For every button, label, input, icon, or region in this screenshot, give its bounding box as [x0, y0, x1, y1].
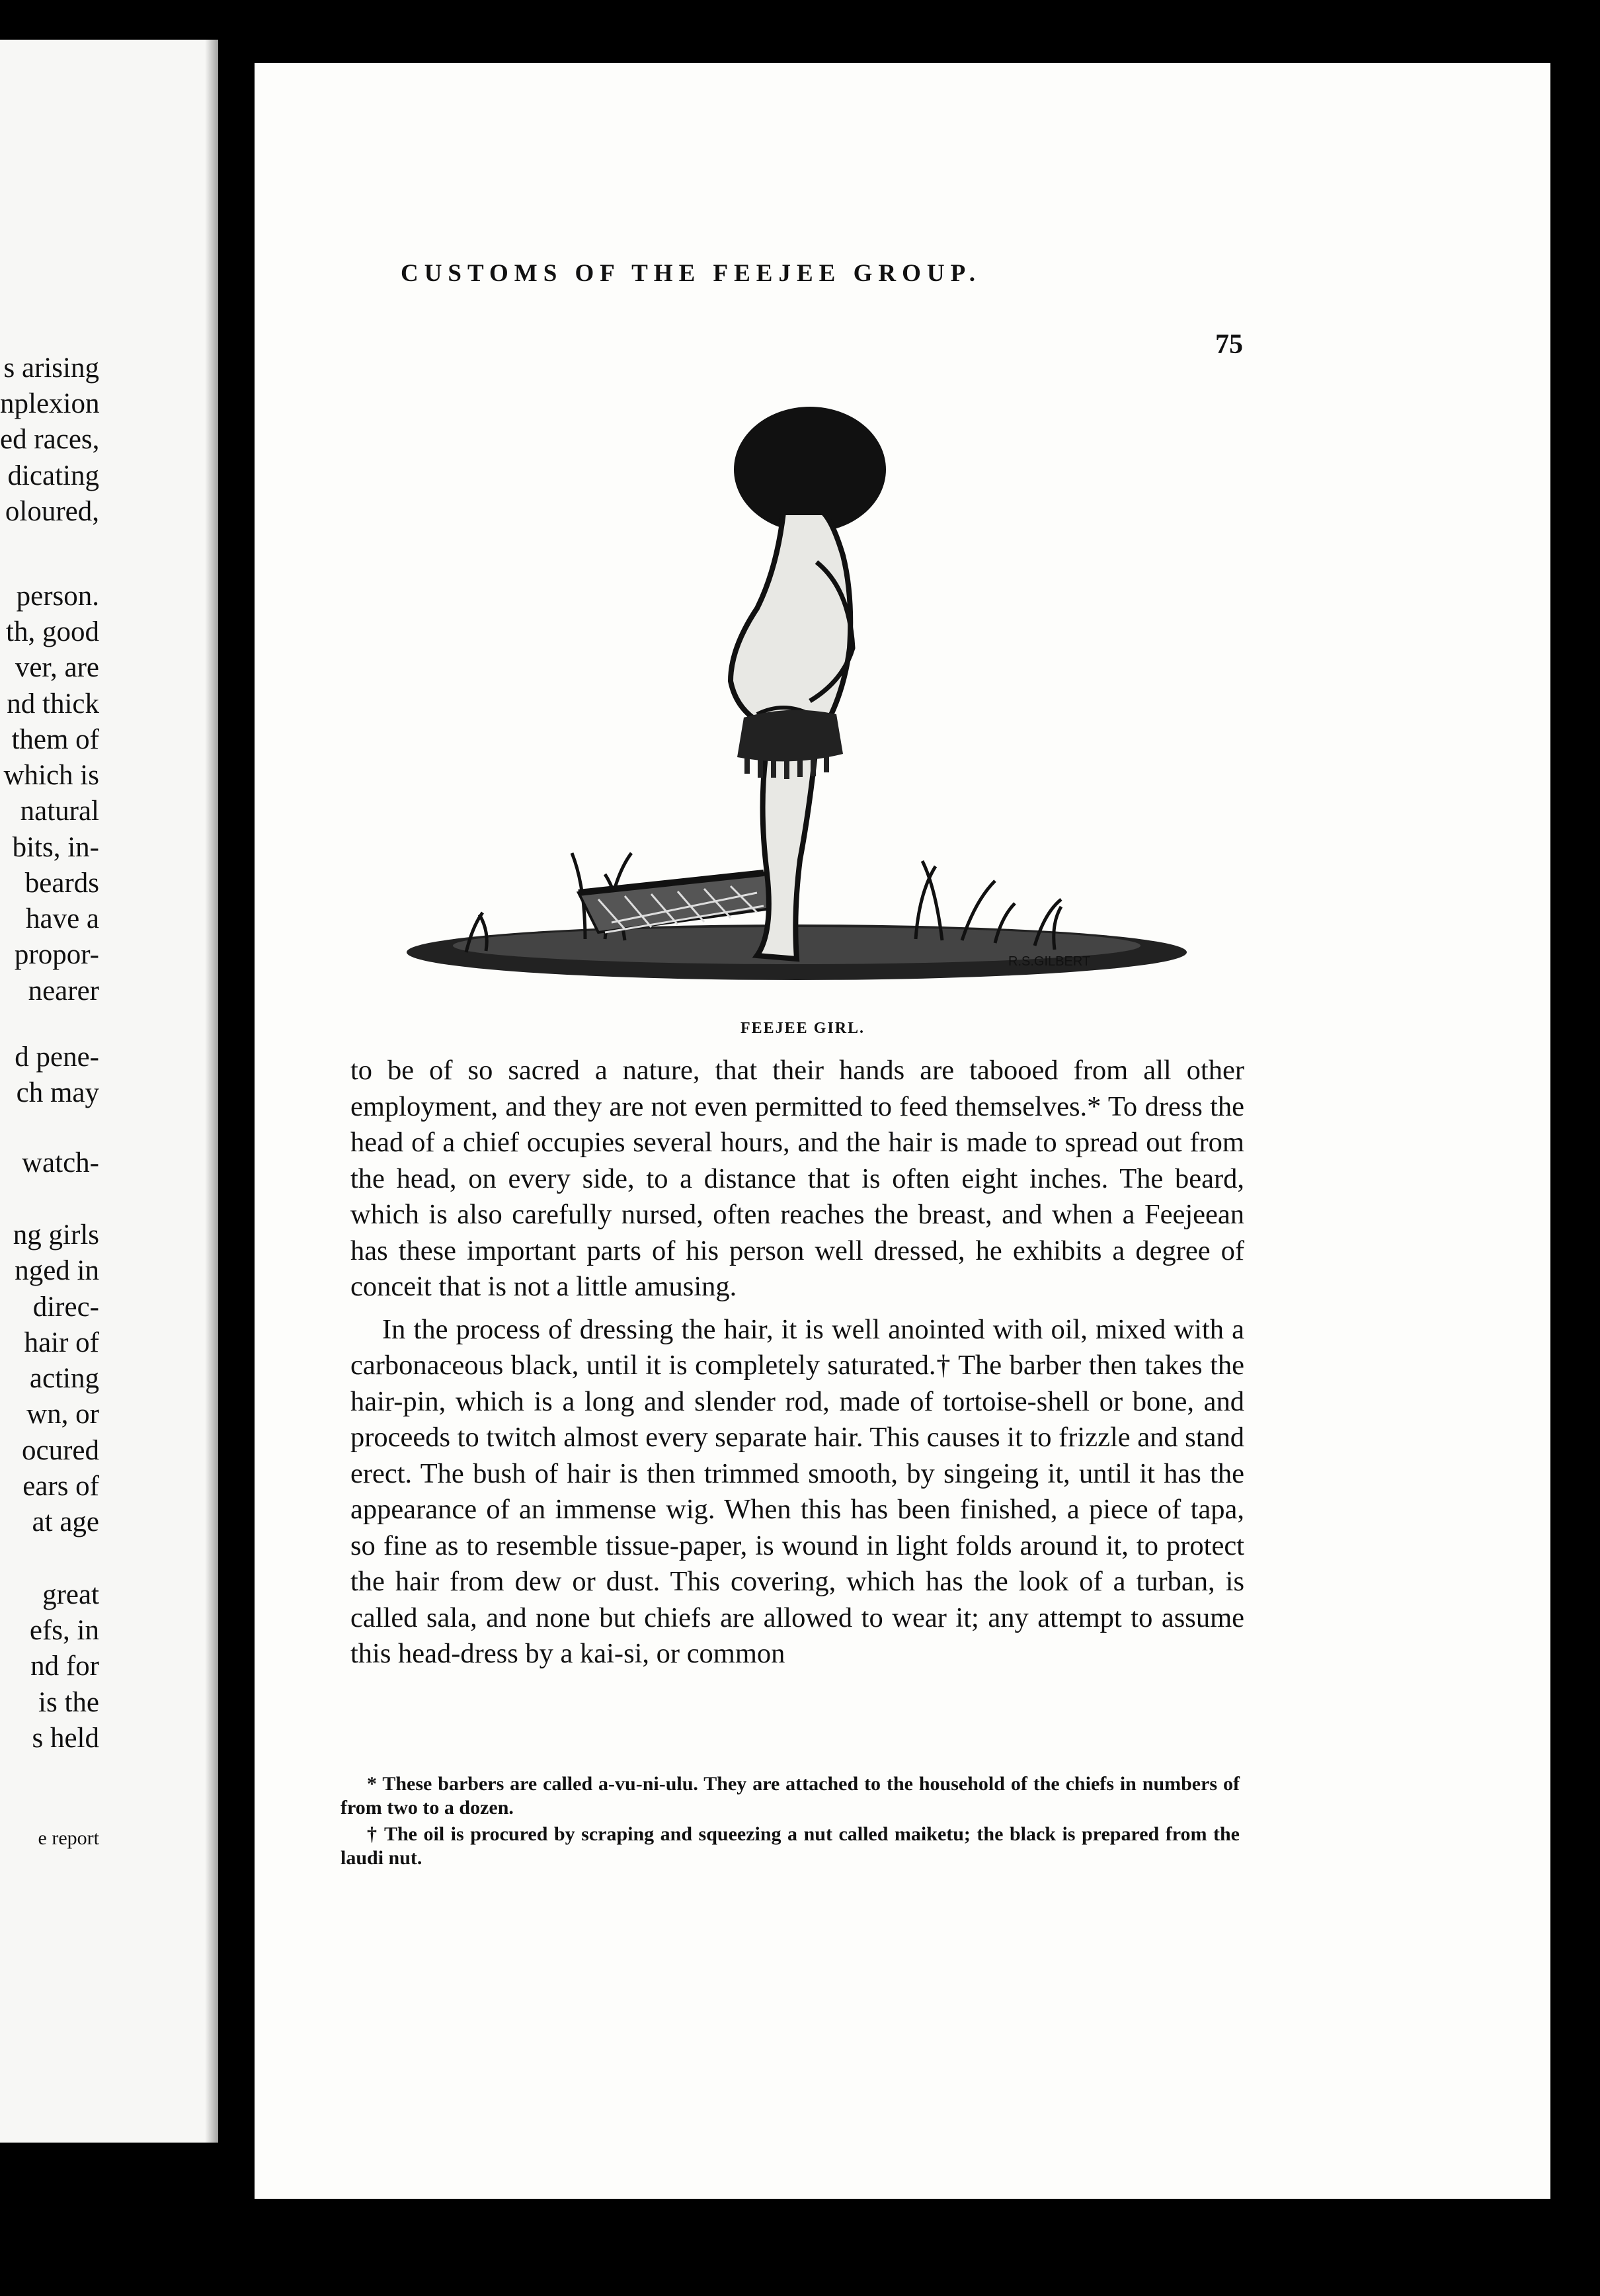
left-page-line: ed races,: [0, 424, 100, 455]
left-page-fragment: [0, 40, 218, 2143]
left-page-line: person.: [16, 581, 99, 612]
left-page-line: bits, in-: [12, 832, 99, 863]
left-page-line: nd for: [30, 1651, 99, 1682]
left-page-line: natural: [20, 796, 99, 827]
body-text: [350, 1053, 1244, 1672]
left-page-line: at age: [32, 1506, 99, 1538]
left-page-line: ver, are: [15, 652, 99, 683]
left-page-line: s held: [32, 1723, 99, 1754]
left-page-line: nd thick: [7, 688, 99, 719]
left-page-line: dicating: [7, 460, 99, 491]
footnotes: [340, 1772, 1240, 1873]
left-page-line: propor-: [14, 939, 99, 970]
left-page-line: is the: [38, 1687, 99, 1718]
grass-skirt: [737, 710, 843, 762]
left-page-line: ch may: [16, 1077, 99, 1108]
running-head: CUSTOMS OF THE FEEJEE GROUP.: [400, 260, 982, 287]
engraver-signature: R.S.GILBERT: [1008, 954, 1091, 969]
left-page-line: them of: [11, 724, 99, 755]
gutter-shadow: [205, 40, 218, 2143]
footnote: † The oil is procured by scraping and squeezing a nut called maiketu; the black is prepared from the laudi nut.: [340, 1823, 1240, 1869]
left-page-line: hair of: [24, 1327, 99, 1358]
left-page-line: great: [42, 1579, 99, 1610]
left-page-line: nearer: [28, 975, 99, 1006]
left-page-line: ocured: [22, 1435, 99, 1466]
left-page-line: oloured,: [5, 496, 99, 527]
paragraph: In the process of dressing the hair, it is well anointed with oil, mixed with a carbonaceous black, until it is completely saturated.† The barber then takes the hair-pin, which is a long and slender rod, made of tortoise-shell or bone, and proceeds to twitch almost every separate hair. This causes it to frizzle and stand erect. The bush of hair is then trimmed smooth, by singeing it, until it has the appearance of an immense wig. When this has been finished, a piece of tapa, so fine as to resemble tissue-paper, is wound in light folds around it, to protect the hair from dew or dust. This covering, which has the look of a turban, is called sala, and none but chiefs are allowed to wear it; any attempt to assume this head-dress by a kai-si, or common: [350, 1313, 1244, 1669]
left-page-line: acting: [29, 1363, 99, 1394]
left-page-line: d pene-: [15, 1042, 99, 1073]
left-page-line: nged in: [15, 1255, 99, 1286]
paragraph: to be of so sacred a nature, that their hands are tabooed from all other employment, and they are not even permitted to feed themselves.* To dress the head of a chief occupies several hours, and the hair is made to spread out from the head, on every side, to a distance that is often eight inches. The beard, which is also carefully nursed, often reaches the breast, and when a Feejeean has these important parts of his person well dressed, he exhibits a degree of conceit that is not a little amusing.: [350, 1055, 1244, 1302]
left-page-line: which is: [3, 760, 99, 791]
left-page-line: efs, in: [29, 1615, 99, 1646]
page-number: 75: [1215, 329, 1243, 360]
left-page-line: beards: [24, 868, 99, 899]
left-page-line: th, good: [6, 616, 99, 647]
left-page-footnote: e report: [38, 1827, 99, 1849]
left-page-line: ng girls: [13, 1219, 99, 1250]
left-page-line: watch-: [22, 1147, 99, 1178]
illustration-caption: FEEJEE GIRL.: [740, 1020, 865, 1037]
left-page-line: nplexion: [0, 388, 100, 419]
left-page-line: direc-: [32, 1292, 99, 1323]
left-page-line: have a: [25, 903, 99, 934]
left-page-line: s arising: [3, 352, 99, 384]
footnote: * These barbers are called a-vu-ni-ulu. They are attached to the household of the chiefs in numbers of from two to a dozen.: [340, 1773, 1240, 1819]
left-page-line: wn, or: [26, 1399, 99, 1430]
feejee-girl-engraving: [387, 370, 1220, 1032]
left-page-line: ears of: [22, 1471, 99, 1502]
